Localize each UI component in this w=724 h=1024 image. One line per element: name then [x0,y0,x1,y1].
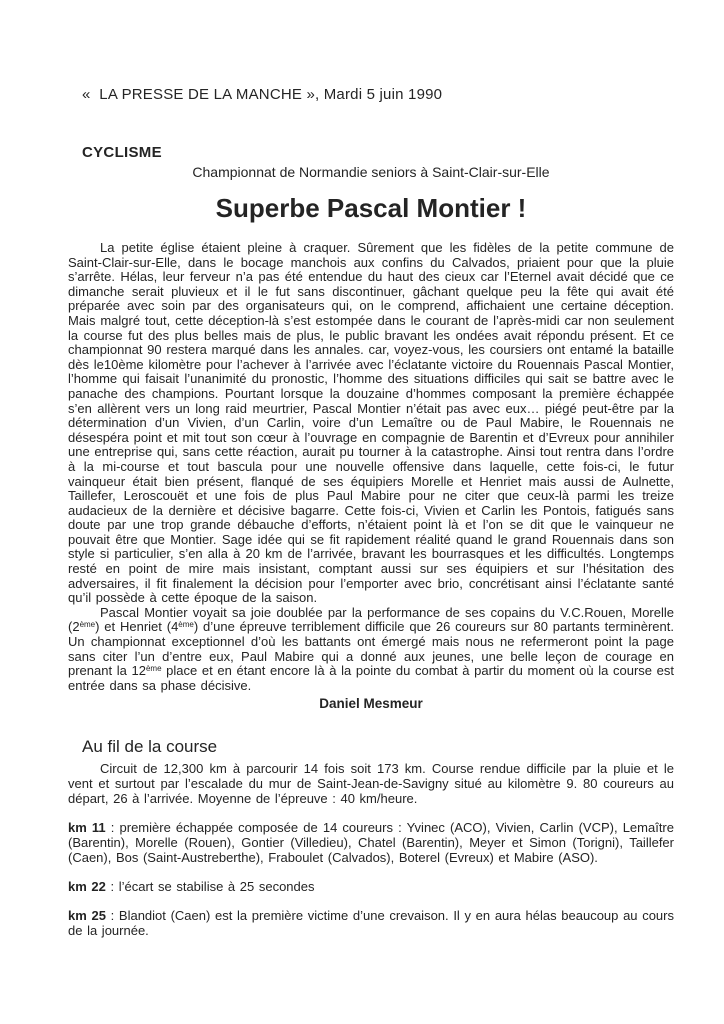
ordinal-superscript: ème [79,620,96,630]
article-body [68,241,674,711]
km-text: : l’écart se stabilise à 25 secondes [105,879,315,895]
km-entry [68,820,674,865]
paragraph-2-segment: place et en étant encore là à la pointe du combat à partir du moment où la course est entrée dans sa phase décisive. [68,663,674,693]
ordinal-superscript: ème [145,664,162,674]
paragraph-2-segment: ) et Henriet (4 [95,619,179,635]
km-label: km 11 [68,820,106,836]
byline-author: Daniel Mesmeur [319,696,423,712]
km-label: km 25 [68,908,106,924]
article-paragraph-1: La petite église étaient pleine à craquer. Sûrement que les fidèles de la petite commune de Saint-Clair-sur-Elle, dans le bocage manchois aux confins du Calvados, priaient pour que la pluie s’arrête. Hélas, leur ferveur n’a pas été entendue du haut des cieux car l’Eternel avait décidé que ce dimanche serait pluvieux et il le fut sans discontinuer, gâchant quelque peu la fête qui avait été préparée avec soin par des organisateurs qui, on le comprend, affichaient une certaine déception. Mais malgré tout, cette déception-là s’est estompée dans le courant de l’après-midi car non seulement la course fut des plus belles mais de plus, le public bravant les ondées avait répondu présent. Et ce championnat 90 restera marqué dans les annales. car, voyez-vous, les coursiers ont entamé la bataille dès le10ème kilomètre pour l’achever à l’arrivée avec l’éclatante victoire du Rouennais Pascal Montier, l’homme qui faisait l’unanimité du pronostic, l’homme des situations difficiles qui sait se battre avec le panache des champions. Pourtant lorsque la douzaine d’hommes composant la première échappée s’en allèrent vers un long raid meurtrier, Pascal Montier n’était pas avec eux… piégé peut-être par la détermination d’un Vivien, d’un Carlin, voire d’un Lemaître ou de Paul Mabire, le Rouennais ne désespéra point et mit tout son cœur à l’ouvrage en compagnie de Barentin et d’Evreux pour annihiler une entreprise qui, sans cette réaction, aurait pu tourner à la catastrophe. Ainsi tout rentra dans l’ordre à la mi-course et tout bascula pour une nouvelle offensive dans laquelle, cette fois-ci, le futur vainqueur était bien présent, flanqué de ses équipiers Morelle et Henriet mais aussi de Aulnette, Taillefer, Leroscouët et une fois de plus Paul Mabire pour ne citer que ceux-là parmi les treize audacieux de la dernière et décisive bagarre. Cette fois-ci, Vivien et Carlin les Pontois, fatigués sans doute par une trop grande débauche d’efforts, n’étaient point là et l’on se dit que le vainqueur ne pouvait être que Montier. Sage idée qui se fit rapidement réalité quand le grand Rouennais dans son style si particulier, s’en alla à 20 km de l’arrivée, bravant les bourrasques et les difficultés. Longtemps resté en point de mire mais insistant, comptant aussi sur ses équipiers et sur l’hésitation des adversaires, il fit finalement la décision pour l’emporter avec brio, concrétisant ainsi l’éclatante santé qu’il possède à cette époque de la saison. [68,240,674,606]
km-text: : première échappée composée de 14 coureurs : Yvinec (ACO), Vivien, Carlin (VCP), Lemaître (Barentin), Morelle (Rouen), Gontier (Villedieu), Chatel (Barentin), Meyer et Simon (Torigni), Taillefer (Caen), Bos (Saint-Austreberthe), Fraboulet (Calvados), Boterel (Evreux) et Mabire (ASO). [68,820,674,866]
km-label: km 22 [68,879,106,895]
ordinal-superscript: ème [178,620,194,630]
paragraph-2-segment: ) d’une épreuve terriblement difficile que 26 coureurs sur 80 partants terminèrent. Un championnat exceptionnel d’où les battants ont émergé mais nous ne refermeront point la page sans citer l’un d’entre eux, Paul Mabire qui a donné aux jeunes, une belle leçon de courage en prenant la 12 [68,619,674,679]
article-paragraph-2 [68,606,674,694]
paragraph-2-segment: Pascal Montier voyait sa joie doublée par la performance de ses copains du V.C.Rouen, Morelle (2 [68,604,674,635]
km-entry [68,908,674,938]
km-entry [68,879,674,894]
article-subtitle: Championnat de Normandie seniors à Saint-Clair-sur-Elle [192,164,550,180]
course-intro-paragraph: Circuit de 12,300 km à parcourir 14 fois soit 173 km. Course rendue difficile par la pluie et le vent et surtout par l’escalade du mur de Saint-Jean-de-Savigny situé au kilomètre 9. 80 coureurs au départ, 26 à l’arrivée. Moyenne de l’épreuve : 40 km/heure. [68,761,674,807]
km-text: : Blandiot (Caen) est la première victime d’une crevaison. Il y en aura hélas beaucoup au cours de la journée. [68,908,674,939]
course-section-heading: Au fil de la course [82,737,218,757]
course-timeline [68,820,674,938]
article-headline: Superbe Pascal Montier ! [215,193,527,223]
masthead-line: « LA PRESSE DE LA MANCHE », Mardi 5 juin 1990 [82,86,443,103]
section-label-cyclisme: CYCLISME [82,144,162,161]
